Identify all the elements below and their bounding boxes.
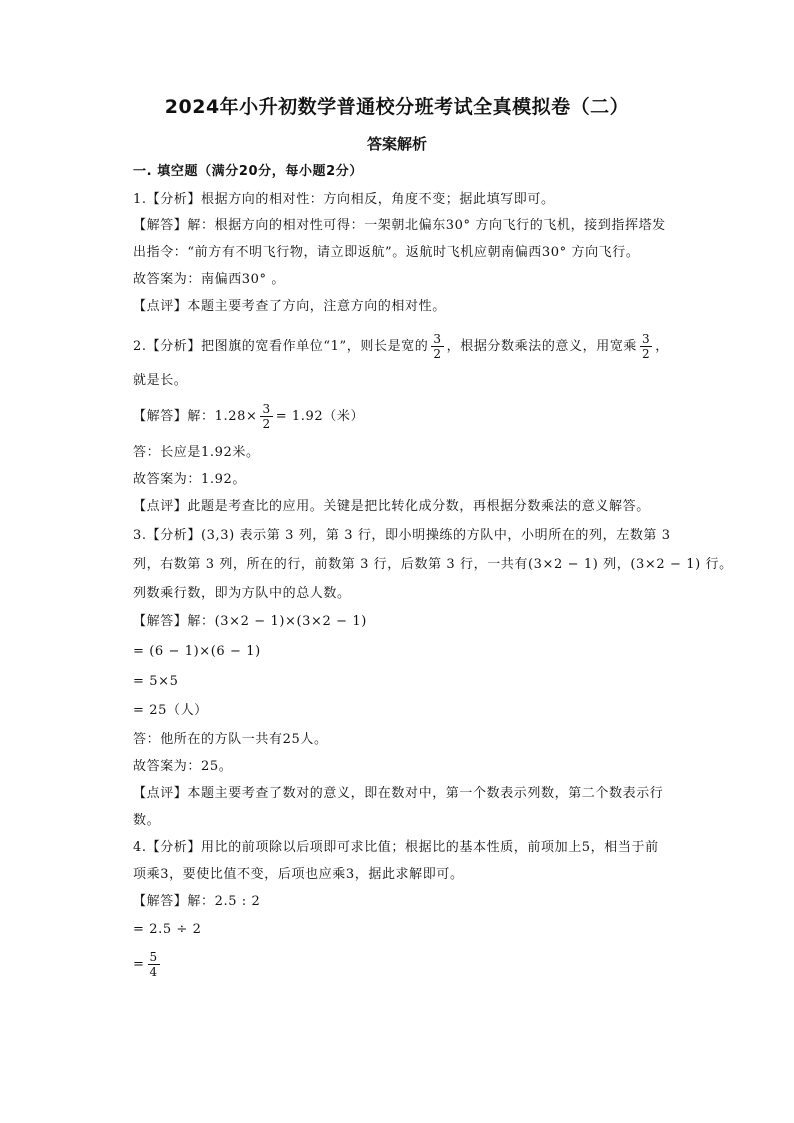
q2-analysis-text-c: ， bbox=[655, 339, 669, 354]
q1-answer-line1: 【解答】解：根据方向的相对性可得：一架朝北偏东30° 方向飞行的飞机，接到指挥塔发 bbox=[133, 218, 666, 233]
fraction-denominator: 2 bbox=[262, 417, 271, 431]
q2-final: 故答案为：1.92。 bbox=[133, 472, 246, 487]
fraction-numerator: 3 bbox=[433, 332, 442, 346]
fraction-three-halves bbox=[260, 402, 272, 431]
q3-final: 故答案为：25。 bbox=[133, 759, 233, 774]
fraction-denominator: 4 bbox=[149, 965, 158, 979]
q3-comment-line1: 【点评】本题主要考查了数对的意义，即在数对中，第一个数表示列数，第二个数表示行 bbox=[133, 786, 664, 801]
q4-answer: 【解答】解：2.5 : 2 bbox=[133, 894, 261, 909]
q3-step2: = 5×5 bbox=[133, 674, 179, 689]
q4-step1: = 2.5 ÷ 2 bbox=[133, 922, 202, 937]
q3-analysis-line1: 3.【分析】(3,3) 表示第 3 列，第 3 行，即小明操练的方队中，小明所在的列，左数第 3 bbox=[133, 528, 671, 543]
q1-answer-line2: 出指令：“前方有不明飞行物，请立即返航”。返航时飞机应朝南偏西30° 方向飞行。 bbox=[133, 245, 640, 260]
q2-analysis-line1 bbox=[133, 332, 693, 361]
q3-step1: = (6 − 1)×(6 − 1) bbox=[133, 644, 261, 659]
fraction-denominator: 2 bbox=[642, 347, 651, 361]
fraction-numerator: 5 bbox=[149, 950, 158, 964]
q1-comment: 【点评】本题主要考查了方向，注意方向的相对性。 bbox=[133, 299, 446, 314]
q1-analysis: 1.【分析】根据方向的相对性：方向相反，角度不变；据此填写即可。 bbox=[133, 192, 555, 207]
q4-step2-equals: = bbox=[133, 957, 145, 972]
q3-comment-line2: 数。 bbox=[133, 813, 161, 828]
q2-analysis-text-a: 2.【分析】把图旗的宽看作单位“1”，则长是宽的 bbox=[133, 339, 429, 354]
q4-analysis-line2: 项乘3，要使比值不变，后项也应乘3，据此求解即可。 bbox=[133, 867, 464, 882]
q3-analysis-line3: 列数乘行数，即为方队中的总人数。 bbox=[133, 586, 351, 601]
q4-step2 bbox=[133, 950, 693, 979]
q3-step3: = 25（人） bbox=[133, 703, 208, 718]
q2-analysis-text-b: ，根据分数乘法的意义，用宽乘 bbox=[446, 339, 638, 354]
q3-reply: 答：他所在的方队一共有25人。 bbox=[133, 732, 328, 747]
fraction-denominator: 2 bbox=[433, 347, 442, 361]
q2-reply: 答：长应是1.92米。 bbox=[133, 445, 260, 460]
q3-analysis-line2: 列，右数第 3 列，所在的行，前数第 3 行，后数第 3 行，一共有(3×2 − 1) 列，(3×2 − 1) 行。 bbox=[133, 557, 733, 572]
q3-answer: 【解答】解：(3×2 − 1)×(3×2 − 1) bbox=[133, 614, 367, 629]
q2-answer-text-b: = 1.92（米） bbox=[275, 409, 365, 424]
fraction-three-halves bbox=[640, 332, 652, 361]
q4-analysis-line1: 4.【分析】用比的前项除以后项即可求比值；根据比的基本性质，前项加上5，相当于前 bbox=[133, 840, 659, 855]
page-subtitle: 答案解析 bbox=[366, 135, 427, 153]
q1-final: 故答案为：南偏西30° 。 bbox=[133, 272, 285, 287]
q2-answer-text-a: 【解答】解：1.28× bbox=[133, 409, 258, 424]
q2-answer bbox=[133, 402, 693, 431]
page-title: 2024年小升初数学普通校分班考试全真模拟卷（二） bbox=[164, 96, 630, 118]
q2-comment: 【点评】此题是考查比的应用。关键是把比转化成分数，再根据分数乘法的意义解答。 bbox=[133, 499, 650, 514]
fraction-five-quarters bbox=[148, 950, 160, 979]
fraction-three-halves bbox=[431, 332, 443, 361]
section-heading: 一. 填空题（满分20分，每小题2分） bbox=[133, 164, 364, 179]
fraction-numerator: 3 bbox=[262, 402, 271, 416]
fraction-numerator: 3 bbox=[642, 332, 651, 346]
q2-analysis-line2: 就是长。 bbox=[133, 373, 188, 388]
